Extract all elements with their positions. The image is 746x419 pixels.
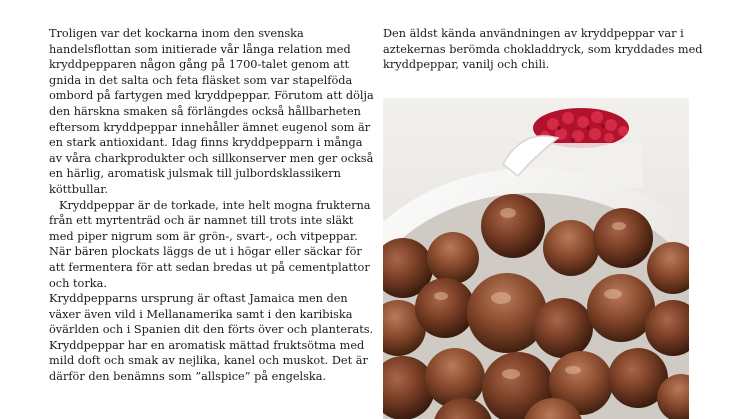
left-text-column <box>49 26 379 385</box>
left-paragraph-3: Kryddpepparns ursprung är oftast Jamaica men den växer även vild i Mellanamerika samt i den karibiska övärlden och i Spanien dit den förts över och planterats. Kryddpeppar har en aromatisk mättad fruktsötma med mild doft och smak av nejlika, kanel och muskot. Det är därför den benämns som ”allspice” på engelska. <box>49 292 374 384</box>
meatballs-with-lingonberries-photo-icon <box>383 98 689 419</box>
left-paragraph-1: Troligen var det kockarna inom den svenska handelsflottan som initierade vår långa relation med kryddpepparen någon gång på 1700-talet genom att gnida in det salta och feta fläsket som var stapelföda ombord på fartygen med kryddpeppar. Förutom att dölja den härskna smaken så förlängdes också hållbarheten eftersom kryddpeppar innehåller ämnet eugenol som är en stark antioxidant. Idag finns kryddpepparn i många av våra charkprodukter och sillkonserver men ger också en härlig, aromatisk julsmak till julbordsklassikern köttbullar. <box>49 27 374 196</box>
right-paragraph-1: Den äldst kända användningen av kryddpeppar var i aztekernas berömda chokladdryck, som kryddades med kryddpeppar, vanilj och chili. <box>383 27 703 72</box>
meatballs-photo <box>383 98 689 419</box>
right-text-column <box>383 26 713 73</box>
left-paragraph-2: Kryddpeppar är de torkade, inte helt mogna frukterna från ett myrtenträd och är namnet till trots inte släkt med piper nigrum som är grön-, svart-, och vitpeppar. När bären plockats läggs de ut i högar eller säckar för att fermentera för att sedan bredas ut på cementplattor och torka. <box>49 198 371 290</box>
